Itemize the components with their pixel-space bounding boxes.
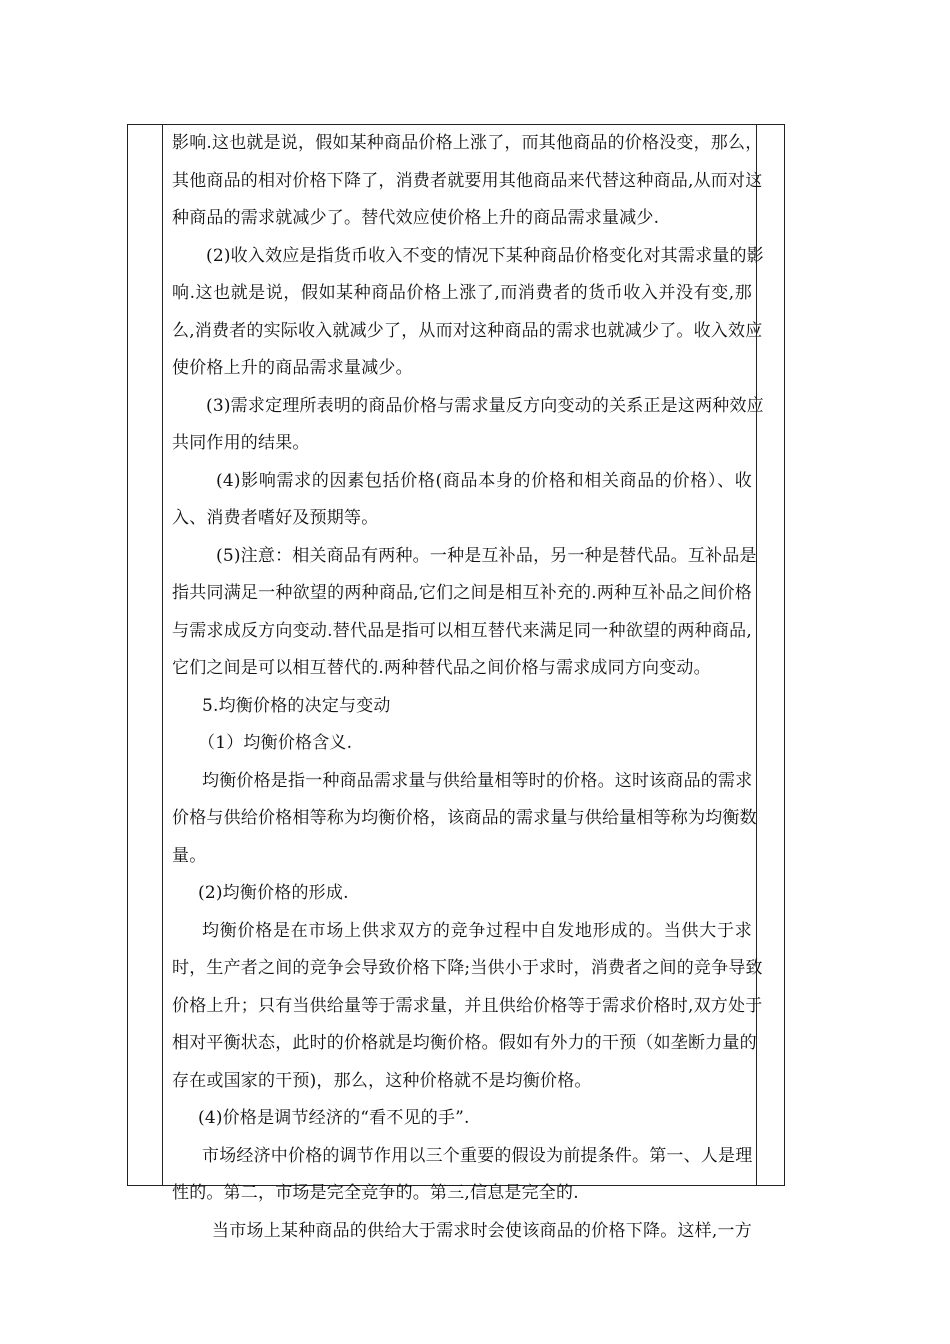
text-line: 均衡价格是指一种商品需求量与供给量相等时的价格。这时该商品的需求 (202, 770, 753, 791)
text-line: 使价格上升的商品需求量减少。 (172, 358, 413, 378)
content-cell (172, 125, 764, 1250)
text-line: 性的。第二，市场是完全竞争的。第三,信息是完全的. (172, 1183, 579, 1203)
left-column-divider (162, 125, 163, 1185)
text-line: 么,消费者的实际收入就减少了，从而对这种商品的需求也就减少了。收入效应 (172, 320, 763, 341)
text-line: 指共同满足一种欲望的两种商品,它们之间是相互补充的.两种互补品之间价格 (172, 583, 752, 603)
text-line: 其他商品的相对价格下降了，消费者就要用其他商品来代替这种商品,从而对这 (172, 170, 763, 191)
text-line: 共同作用的结果。 (172, 433, 310, 453)
text-line: 响.这也就是说，假如某种商品价格上涨了,而消费者的货币收入并没有变,那 (172, 283, 752, 303)
text-line: 相对平衡状态，此时的价格就是均衡价格。假如有外力的干预（如垄断力量的 (172, 1033, 757, 1053)
text-line: (4)影响需求的因素包括价格(商品本身的价格和相关商品的价格）、收 (216, 470, 752, 491)
text-line: 入、消费者嗜好及预期等。 (172, 508, 379, 528)
right-column-divider (756, 125, 757, 1185)
text-line: 种商品的需求就减少了。替代效应使价格上升的商品需求量减少. (172, 208, 660, 228)
text-line: 均衡价格是在市场上供求双方的竞争过程中自发地形成的。当供大于求 (202, 920, 752, 941)
subsection-heading: (4)价格是调节经济的“看不见的手”. (198, 1108, 470, 1128)
text-line: 价格与供给价格相等称为均衡价格，该商品的需求量与供给量相等称为均衡数 (172, 808, 757, 828)
text-line: 它们之间是可以相互替代的.两种替代品之间价格与需求成同方向变动。 (172, 658, 711, 678)
text-line: 市场经济中价格的调节作用以三个重要的假设为前提条件。第一、人是理 (202, 1145, 753, 1166)
subsection-heading: (2)均衡价格的形成. (198, 883, 349, 903)
text-line: 价格上升；只有当供给量等于需求量，并且供给价格等于需求价格时,双方处于 (172, 995, 763, 1016)
text-line: 当市场上某种商品的供给大于需求时会使该商品的价格下降。这样,一方 (212, 1220, 752, 1241)
text-line: (2)收入效应是指货币收入不变的情况下某种商品价格变化对其需求量的影 (206, 245, 764, 266)
text-line: 影响.这也就是说，假如某种商品价格上涨了，而其他商品的价格没变，那么， (172, 133, 763, 153)
text-line: 与需求成反方向变动.替代品是指可以相互替代来满足同一种欲望的两种商品, (172, 620, 752, 641)
text-line: (3)需求定理所表明的商品价格与需求量反方向变动的关系正是这两种效应 (206, 395, 764, 416)
text-line: 存在或国家的干预)，那么，这种价格就不是均衡价格。 (172, 1070, 592, 1091)
subsection-heading: （1）均衡价格含义. (198, 733, 353, 753)
text-line: (5)注意：相关商品有两种。一种是互补品，另一种是替代品。互补品是 (216, 545, 757, 566)
text-line: 时，生产者之间的竞争会导致价格下降;当供小于求时，消费者之间的竞争导致 (172, 958, 763, 978)
section-heading: 5.均衡价格的决定与变动 (202, 695, 391, 716)
document-table (127, 124, 785, 1241)
text-line: 量。 (172, 845, 207, 866)
